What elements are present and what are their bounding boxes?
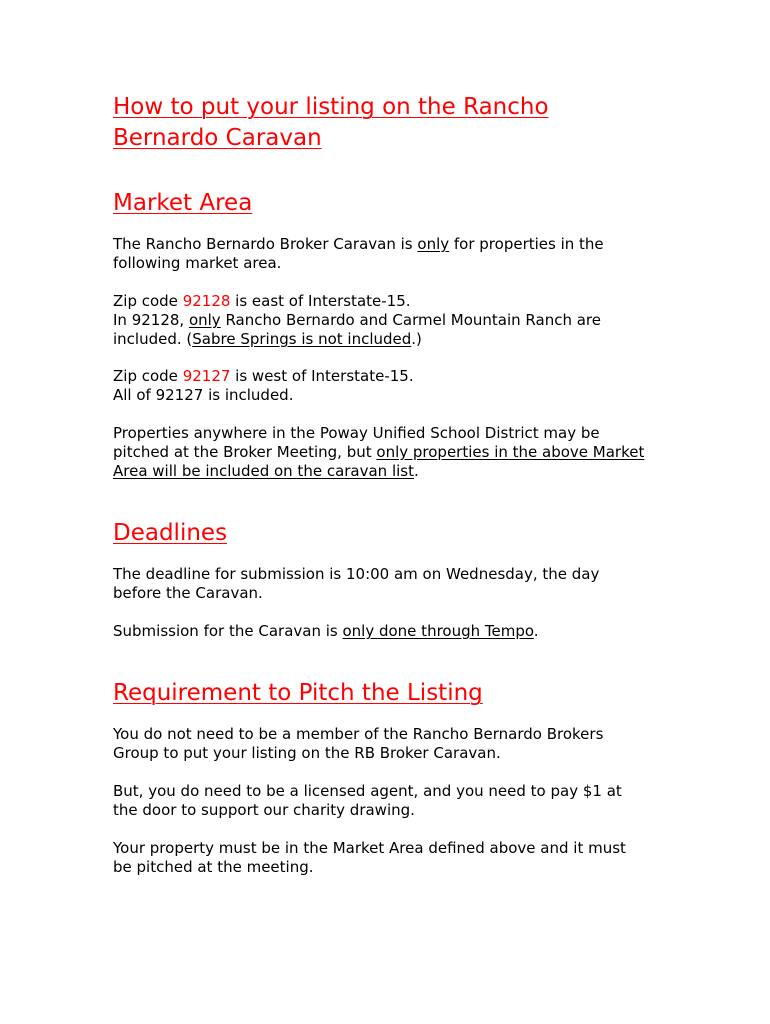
property-requirement-paragraph: Your property must be in the Market Area defined above and it must be pitched at the meeting.: [113, 839, 626, 876]
deadline-paragraph: The deadline for submission is 10:00 am on Wednesday, the day before the Caravan.: [113, 565, 600, 602]
deadlines-heading: Deadlines: [113, 520, 228, 546]
membership-paragraph: You do not need to be a member of the Rancho Bernardo Brokers Group to put your listing on the RB Broker Caravan.: [113, 725, 604, 762]
zip-92127-paragraph: Zip code 92127 is west of Interstate-15. All of 92127 is included.: [113, 367, 414, 404]
page-title: How to put your listing on the Rancho Bernardo Caravan: [113, 94, 549, 151]
market-area-heading: Market Area: [113, 190, 253, 216]
requirement-heading: Requirement to Pitch the Listing: [113, 680, 483, 706]
market-area-intro: The Rancho Bernardo Broker Caravan is only for properties in the following market area.: [113, 235, 604, 272]
poway-paragraph: Properties anywhere in the Poway Unified School District may be pitched at the Broker Meeting, but only properties in the above Market Area will be included on the caravan list.: [113, 424, 645, 480]
submission-paragraph: Submission for the Caravan is only done through Tempo.: [113, 622, 539, 640]
licensed-agent-paragraph: But, you do need to be a licensed agent, and you need to pay $1 at the door to support our charity drawing.: [113, 782, 622, 819]
zip-code-92128: 92128: [182, 292, 231, 310]
zip-92128-paragraph: Zip code 92128 is east of Interstate-15. In 92128, only Rancho Bernardo and Carmel Mountain Ranch are included. (Sabre Springs is not included.): [113, 292, 601, 348]
zip-code-92127: 92127: [182, 367, 231, 385]
